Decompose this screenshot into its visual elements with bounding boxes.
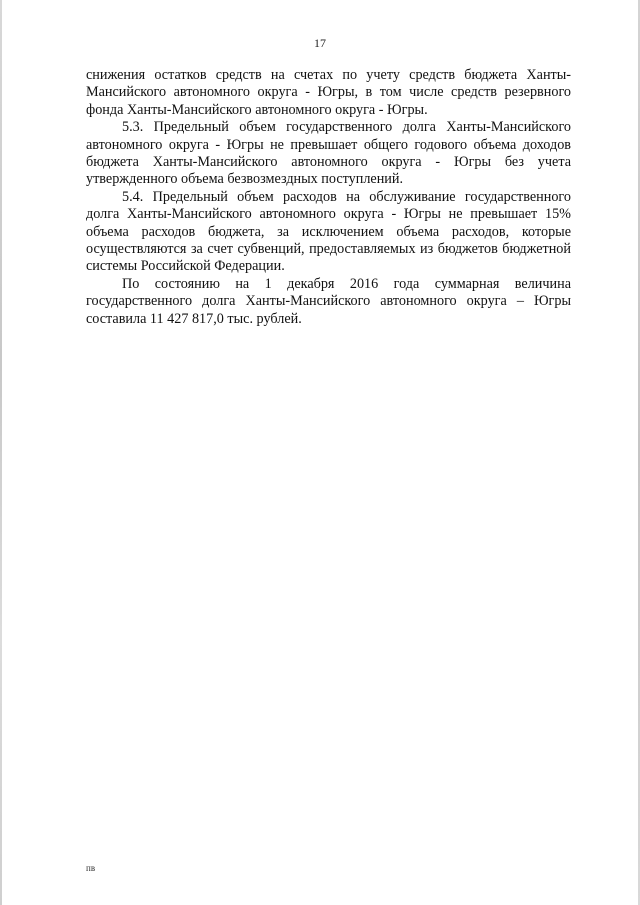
page-number: 17 (314, 36, 326, 50)
scan-edge-left (0, 0, 2, 905)
paragraph-5-4: 5.4. Предельный объем расходов на обслуживание государственного долга Ханты-Мансийского автономного округа - Югры не превышает 15% объема расходов бюджета, за исключением объема расходов, которые осуществляются за счет субвенций, предоставляемых из бюджетов бюджетной системы Российской Федерации. (86, 188, 571, 275)
paragraph-5-3: 5.3. Предельный объем государственного долга Ханты-Мансийского автономного округа - Югры не превышает общего годового объема доходов бюджета Ханты-Мансийского автономного округа - Югры без учета утвержденного объема безвозмездных поступлений. (86, 119, 571, 188)
paragraph-continuation: снижения остатков средств на счетах по учету средств бюджета Ханты-Мансийского автономного округа - Югры, в том числе средств резервного фонда Ханты-Мансийского автономного округа - Югры. (86, 67, 571, 118)
document-body (86, 67, 571, 328)
footer-initials: пв (86, 863, 96, 873)
paragraph-debt-status: По состоянию на 1 декабря 2016 года суммарная величина государственного долга Ханты-Мансийского автономного округа – Югры составила 11 427 817,0 тыс. рублей. (86, 275, 571, 327)
